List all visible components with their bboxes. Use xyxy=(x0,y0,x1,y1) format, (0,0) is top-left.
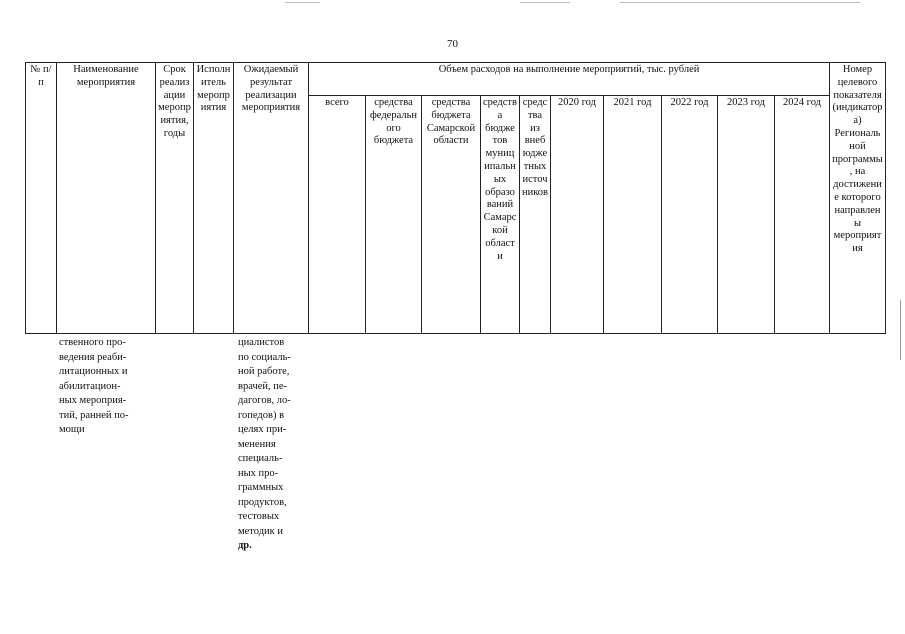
continuation-line: ственного про- xyxy=(59,337,126,348)
header-executor: Исполнитель мероприятия xyxy=(194,63,234,334)
continuation-line: ных мероприя- xyxy=(59,395,127,406)
continuation-line: абилитацион- xyxy=(59,380,121,392)
top-scan-line xyxy=(620,2,860,3)
continuation-line: др. xyxy=(238,540,252,551)
continuation-line: тестовых xyxy=(238,511,280,522)
header-extra: средства из внебюджетных источников xyxy=(520,96,551,334)
top-scan-line xyxy=(520,2,570,3)
continuation-line: мощи xyxy=(59,424,85,435)
header-year-2021: 2021 год xyxy=(604,96,662,334)
continuation-line: ных про- xyxy=(238,467,279,479)
header-indicator: Номер целевого показателя (индикатора) Региональной программы, на достижение которого направлены мероприятия xyxy=(830,63,886,334)
header-year-2022: 2022 год xyxy=(662,96,718,334)
continuation-line: по социаль- xyxy=(238,351,291,363)
continuation-line: дагогов, ло- xyxy=(238,395,291,406)
top-scan-line xyxy=(285,2,320,3)
indicator-table xyxy=(829,62,886,334)
continuation-result-cell xyxy=(238,336,308,554)
header-year-2020: 2020 год xyxy=(551,96,604,334)
header-year-2024: 2024 год xyxy=(775,96,830,334)
continuation-line: врачей, пе- xyxy=(238,380,288,392)
continuation-line: менения xyxy=(238,438,276,450)
continuation-line: методик и xyxy=(238,525,284,537)
header-federal: средства федерального бюджета xyxy=(366,96,422,334)
header-num: № п/п xyxy=(26,63,57,334)
continuation-line: тий, ранней по- xyxy=(59,409,129,421)
continuation-name-cell xyxy=(59,336,149,438)
header-name: Наименование мероприятия xyxy=(57,63,156,334)
continuation-line: граммных xyxy=(238,482,284,493)
header-municipal: средства бюджетов муниципальных образований Самарской области xyxy=(481,96,520,334)
continuation-line: целях при- xyxy=(238,424,287,435)
continuation-line: циалистов xyxy=(238,337,285,348)
header-result: Ожидаемый результат реализации мероприятия xyxy=(234,63,309,334)
continuation-line: гопедов) в xyxy=(238,409,285,421)
page-number: 70 xyxy=(447,38,458,50)
scan-edge-line xyxy=(900,300,901,360)
header-year-2023: 2023 год xyxy=(718,96,775,334)
continuation-line: продуктов, xyxy=(238,496,287,508)
header-expenses-group: Объем расходов на выполнение мероприятий, тыс. рублей xyxy=(309,63,830,96)
header-regional: средства бюджета Самарской области xyxy=(422,96,481,334)
continuation-line: специаль- xyxy=(238,453,283,464)
header-table xyxy=(25,62,830,334)
continuation-line: ведения реаби- xyxy=(59,351,127,363)
header-term: Срок реализации мероприятия, годы xyxy=(156,63,194,334)
continuation-line: ной работе, xyxy=(238,366,290,377)
header-total: всего xyxy=(309,96,366,334)
continuation-line: литационных и xyxy=(59,366,128,377)
